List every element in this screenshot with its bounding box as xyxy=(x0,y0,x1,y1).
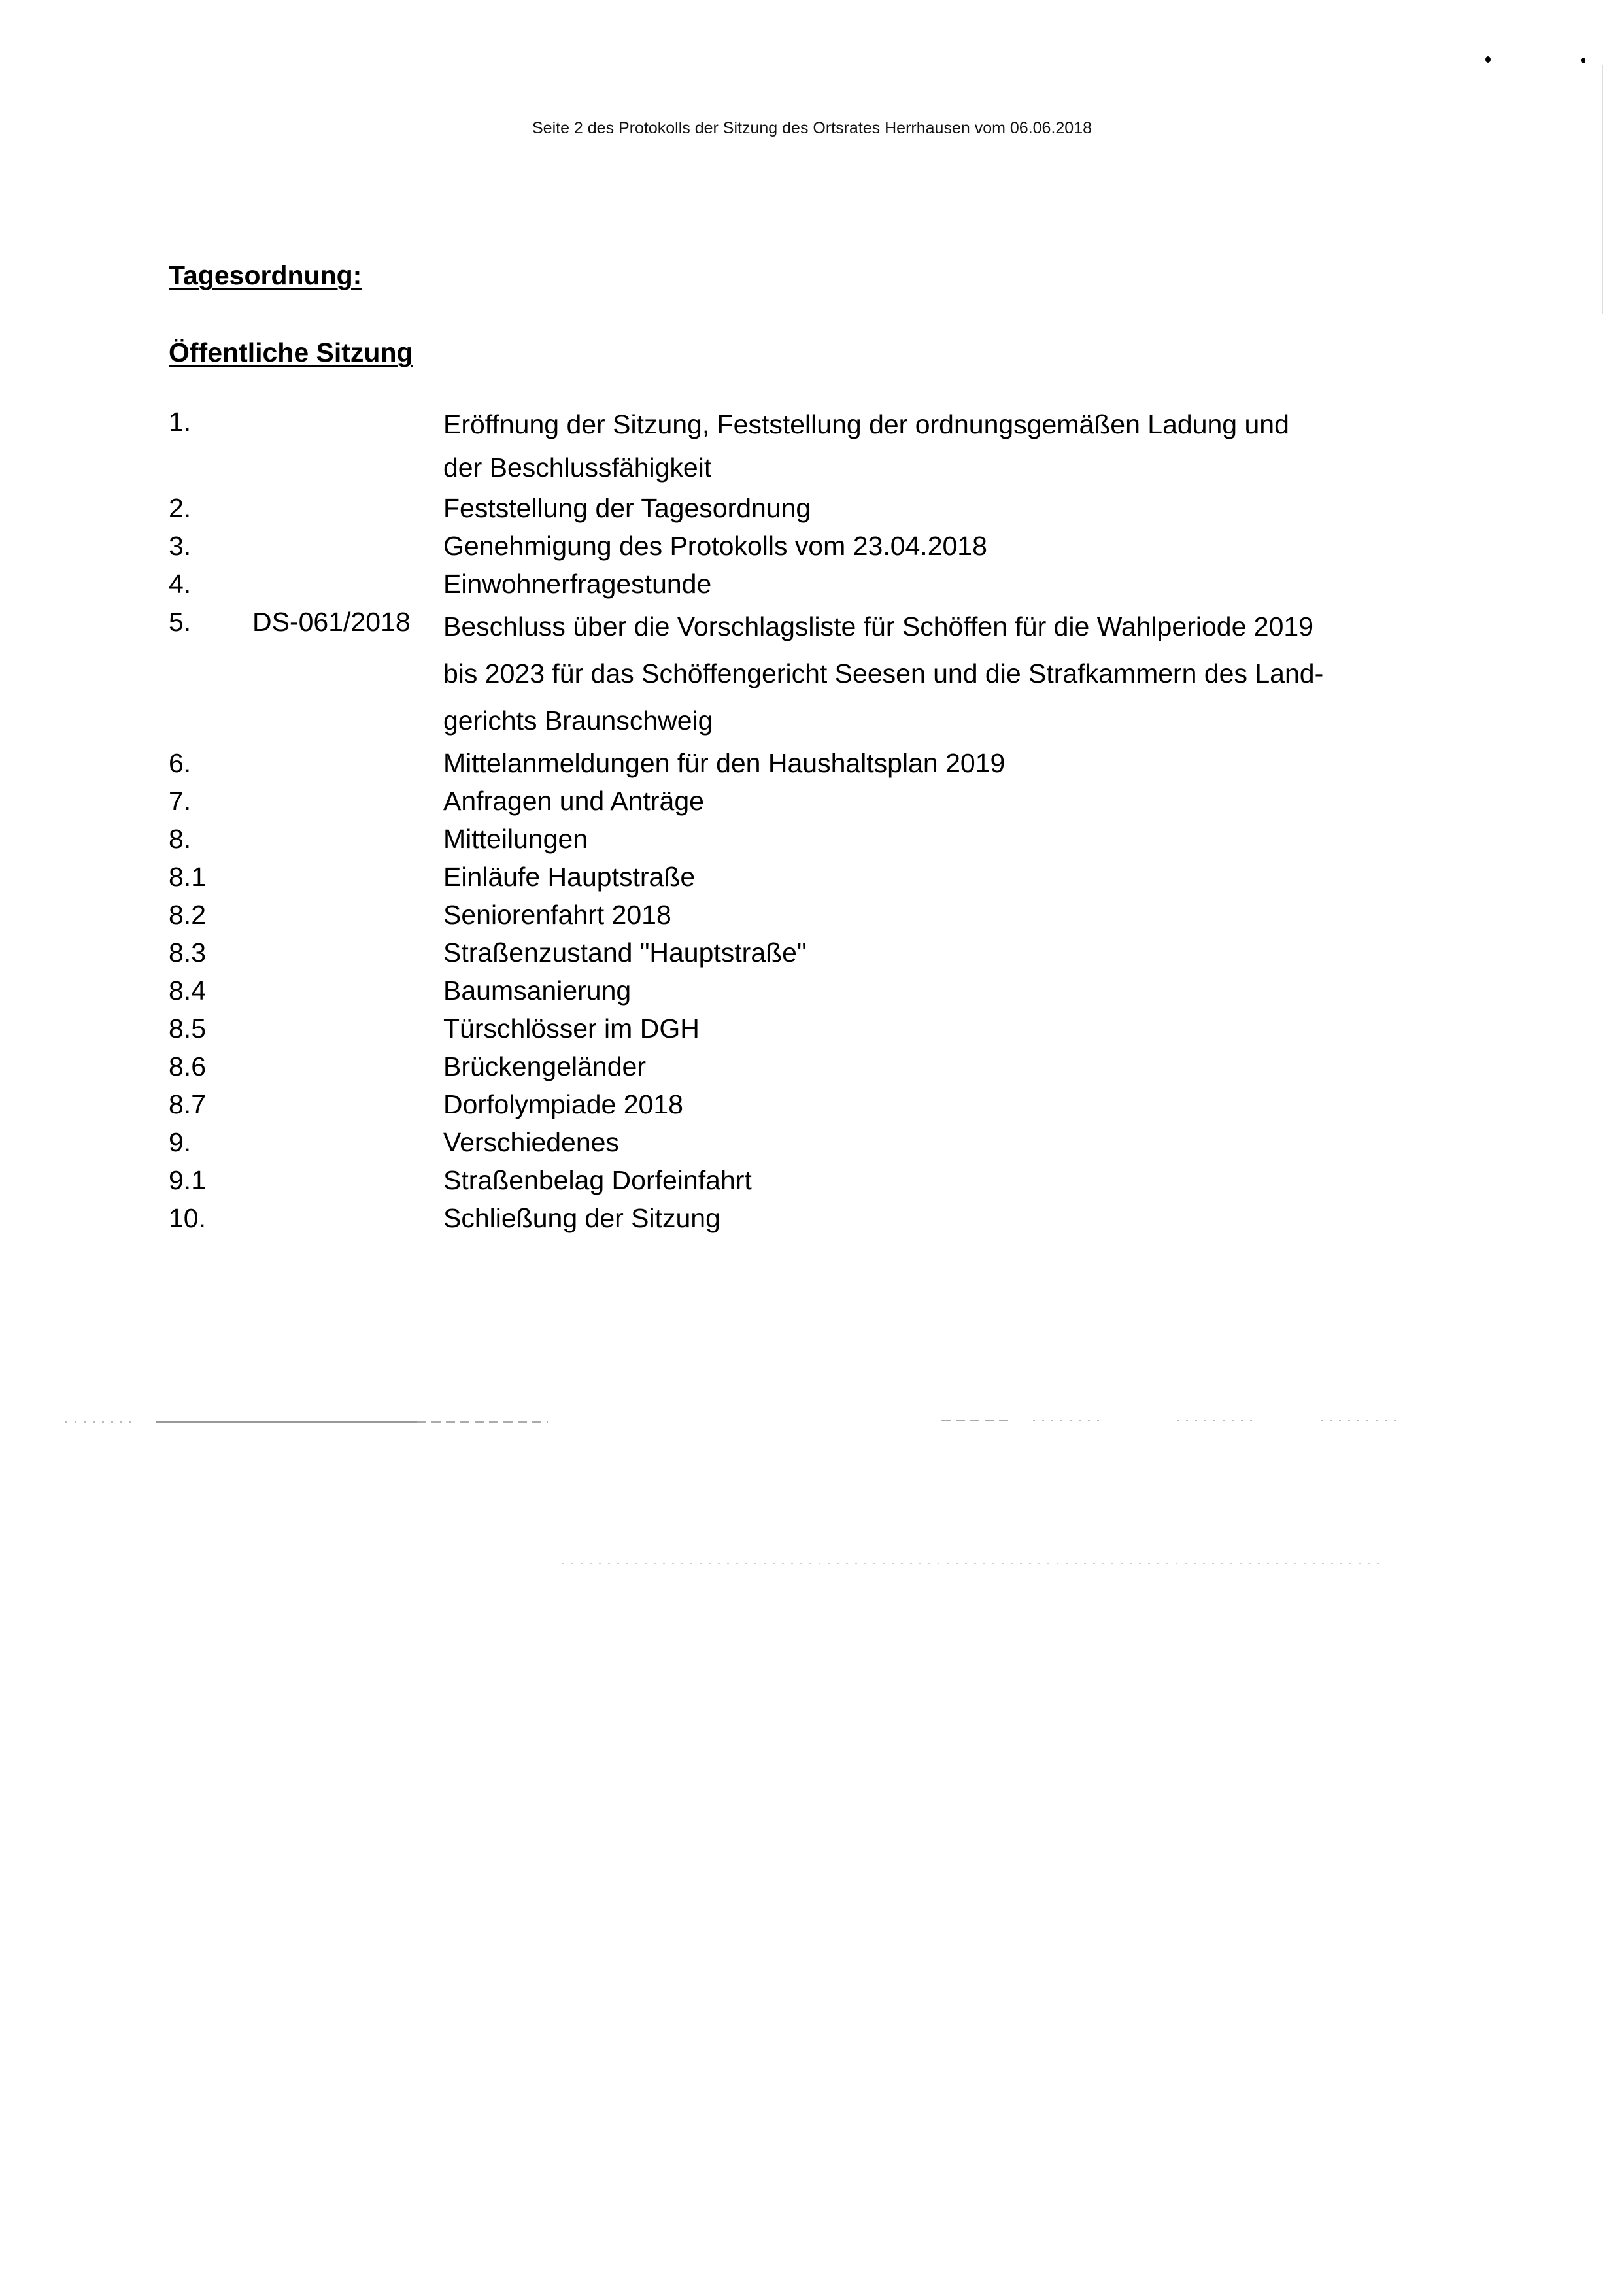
agenda-item xyxy=(169,1047,1411,1085)
agenda-item-title: Brückengeländer xyxy=(443,1051,646,1081)
agenda-item-number: 6. xyxy=(169,748,192,778)
agenda-item-title: Baumsanierung xyxy=(443,976,632,1006)
scan-artifact-line xyxy=(156,1421,417,1423)
scan-artifact-line xyxy=(1321,1420,1399,1421)
agenda-item xyxy=(169,527,1411,565)
agenda-item-title: Mittelanmeldungen für den Haushaltsplan 2019 xyxy=(443,748,1006,778)
agenda-item xyxy=(169,1085,1411,1123)
agenda-item xyxy=(169,565,1411,603)
agenda-item-title: Einwohnerfragestunde xyxy=(443,569,712,599)
scan-artifact-line xyxy=(1602,65,1603,314)
agenda-item-number: 9. xyxy=(169,1127,192,1157)
page-header: Seite 2 des Protokolls der Sitzung des Ortsrates Herrhausen vom 06.06.2018 xyxy=(532,119,1092,137)
agenda-item-title: Schließung der Sitzung xyxy=(443,1203,720,1233)
agenda-item-number: 8.1 xyxy=(169,862,206,892)
agenda-item xyxy=(169,1161,1411,1199)
agenda-item xyxy=(169,1199,1411,1237)
agenda-item-number: 10. xyxy=(169,1203,206,1233)
agenda-item-number: 5. xyxy=(169,607,192,637)
scan-artifact-line xyxy=(562,1563,1379,1564)
agenda-item xyxy=(169,858,1411,896)
agenda-item xyxy=(169,820,1411,858)
agenda-item-reference: DS-061/2018 xyxy=(252,607,411,637)
scan-speck xyxy=(1581,58,1585,63)
agenda-item-number: 8.6 xyxy=(169,1051,206,1081)
agenda-item-title: Genehmigung des Protokolls vom 23.04.2018 xyxy=(443,531,987,561)
agenda-item-title: Feststellung der Tagesordnung xyxy=(443,493,811,523)
agenda-heading: Tagesordnung: xyxy=(169,260,362,290)
agenda-item-title: Verschiedenes xyxy=(443,1127,619,1157)
agenda-item-title: Seniorenfahrt 2018 xyxy=(443,900,671,930)
agenda-item-title: Beschluss über die Vorschlagsliste für Schöffen für die Wahlperiode 2019 bis 2023 für das Schöffengericht Seesen und die Strafkammern des Land- gerichts Braunschweig xyxy=(443,611,1324,736)
agenda-item xyxy=(169,972,1411,1010)
agenda-item-number: 1. xyxy=(169,407,192,437)
agenda-item xyxy=(169,403,1411,489)
scan-artifact-line xyxy=(417,1421,548,1423)
agenda-item-number: 2. xyxy=(169,493,192,523)
agenda-item-number: 8.3 xyxy=(169,938,206,968)
agenda-item-title: Anfragen und Anträge xyxy=(443,786,704,816)
agenda-item xyxy=(169,934,1411,972)
scan-artifact-line xyxy=(941,1420,1013,1421)
public-session-heading: Öffentliche Sitzung xyxy=(169,337,413,367)
agenda-item-number: 8.7 xyxy=(169,1089,206,1119)
agenda-item xyxy=(169,896,1411,934)
agenda-item xyxy=(169,603,1411,744)
agenda-item-title: Straßenzustand "Hauptstraße" xyxy=(443,938,807,968)
agenda-item xyxy=(169,1010,1411,1047)
agenda-item-number: 8. xyxy=(169,824,192,854)
agenda-item-number: 8.5 xyxy=(169,1013,206,1044)
agenda-item xyxy=(169,782,1411,820)
agenda-item-title: Einläufe Hauptstraße xyxy=(443,862,696,892)
scan-speck xyxy=(1485,56,1491,63)
agenda-item-number: 3. xyxy=(169,531,192,561)
agenda-item-number: 7. xyxy=(169,786,192,816)
agenda-item xyxy=(169,744,1411,782)
agenda-item xyxy=(169,1123,1411,1161)
agenda-item-title: Dorfolympiade 2018 xyxy=(443,1089,683,1119)
scan-artifact-line xyxy=(1177,1420,1255,1421)
agenda-item-number: 4. xyxy=(169,569,192,599)
scan-artifact-line xyxy=(1033,1420,1105,1421)
scan-artifact-line xyxy=(65,1421,137,1423)
agenda-item-title: Türschlösser im DGH xyxy=(443,1013,700,1044)
agenda-item-number: 9.1 xyxy=(169,1165,206,1195)
agenda-item-number: 8.4 xyxy=(169,976,206,1006)
agenda-item xyxy=(169,489,1411,527)
agenda-item-title: Mitteilungen xyxy=(443,824,588,854)
agenda-list xyxy=(169,403,1411,1237)
agenda-item-title: Eröffnung der Sitzung, Feststellung der ordnungsgemäßen Ladung und der Beschlussfähigkeit xyxy=(443,409,1289,483)
agenda-item-number: 8.2 xyxy=(169,900,206,930)
agenda-item-title: Straßenbelag Dorfeinfahrt xyxy=(443,1165,752,1195)
